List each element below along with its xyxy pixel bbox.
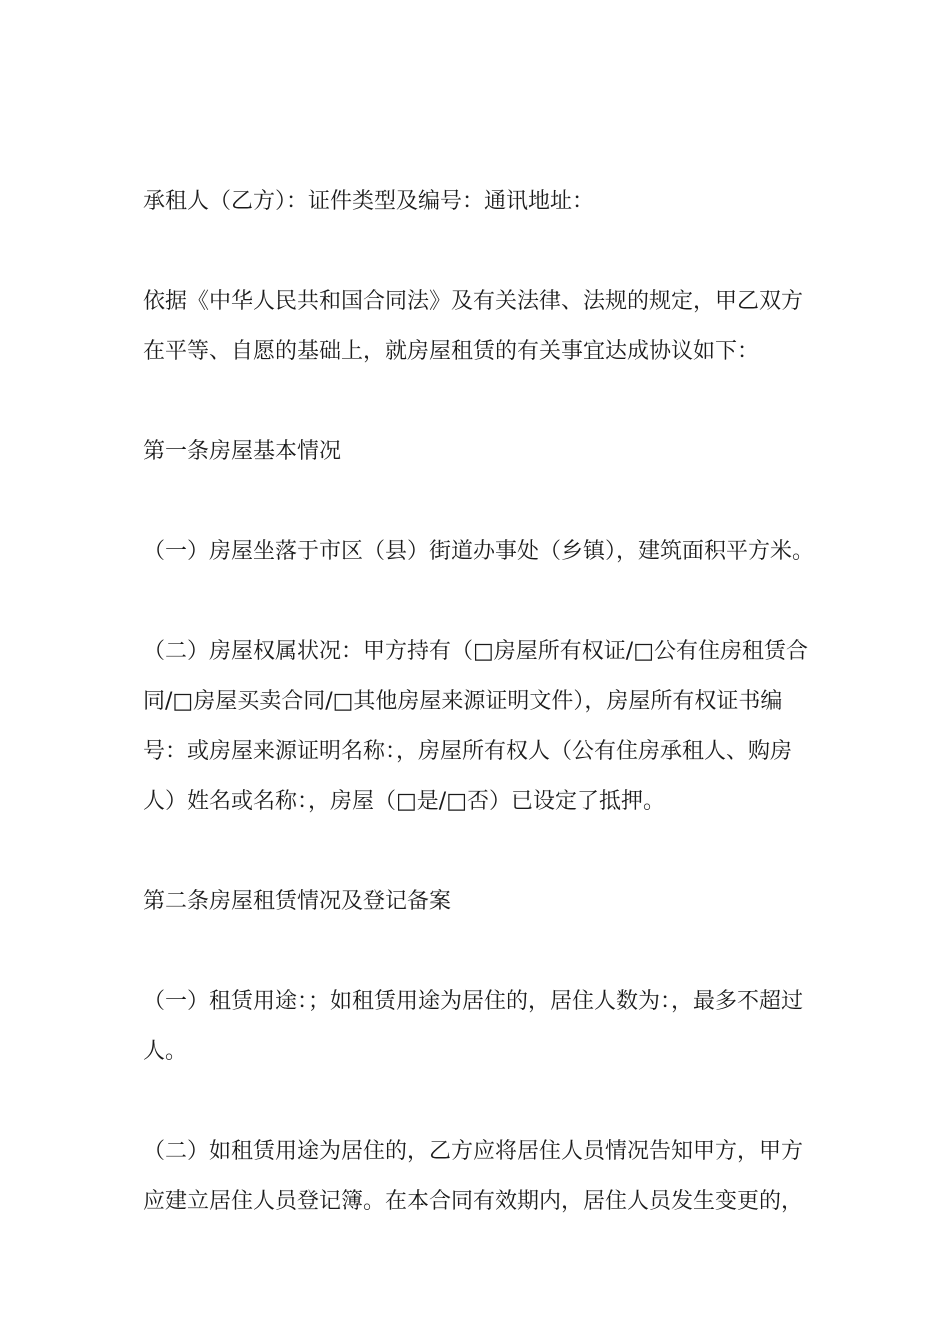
legal-basis-paragraph: 依据《中华人民共和国合同法》及有关法律、法规的规定，甲乙双方在平等、自愿的基础上，就房屋租赁的有关事宜达成协议如下： <box>143 289 804 364</box>
article-2-heading: 第二条房屋租赁情况及登记备案 <box>143 889 452 914</box>
article-1-clause-2: （二）房屋权属状况：甲方持有（□房屋所有权证/□公有住房租赁合同/□房屋买卖合同/□其他房屋来源证明文件），房屋所有权证书编号：或房屋来源证明名称：，房屋所有权人（公有住房承租人、购房人）姓名或名称：，房屋（□是/□否）已设定了抵押。 <box>143 639 808 814</box>
document-body <box>143 177 823 1227</box>
lessee-info-paragraph: 承租人（乙方）：证件类型及编号：通讯地址： <box>143 189 595 214</box>
article-1-clause-1: （一）房屋坐落于市区（县）街道办事处（乡镇），建筑面积平方米。 <box>143 539 815 564</box>
article-1-heading: 第一条房屋基本情况 <box>143 439 342 464</box>
article-2-clause-1: （一）租赁用途：；如租赁用途为居住的，居住人数为：，最多不超过人。 <box>143 989 804 1064</box>
article-2-clause-2: （二）如租赁用途为居住的，乙方应将居住人员情况告知甲方，甲方应建立居住人员登记簿。在本合同有效期内，居住人员发生变更的， <box>143 1139 804 1214</box>
